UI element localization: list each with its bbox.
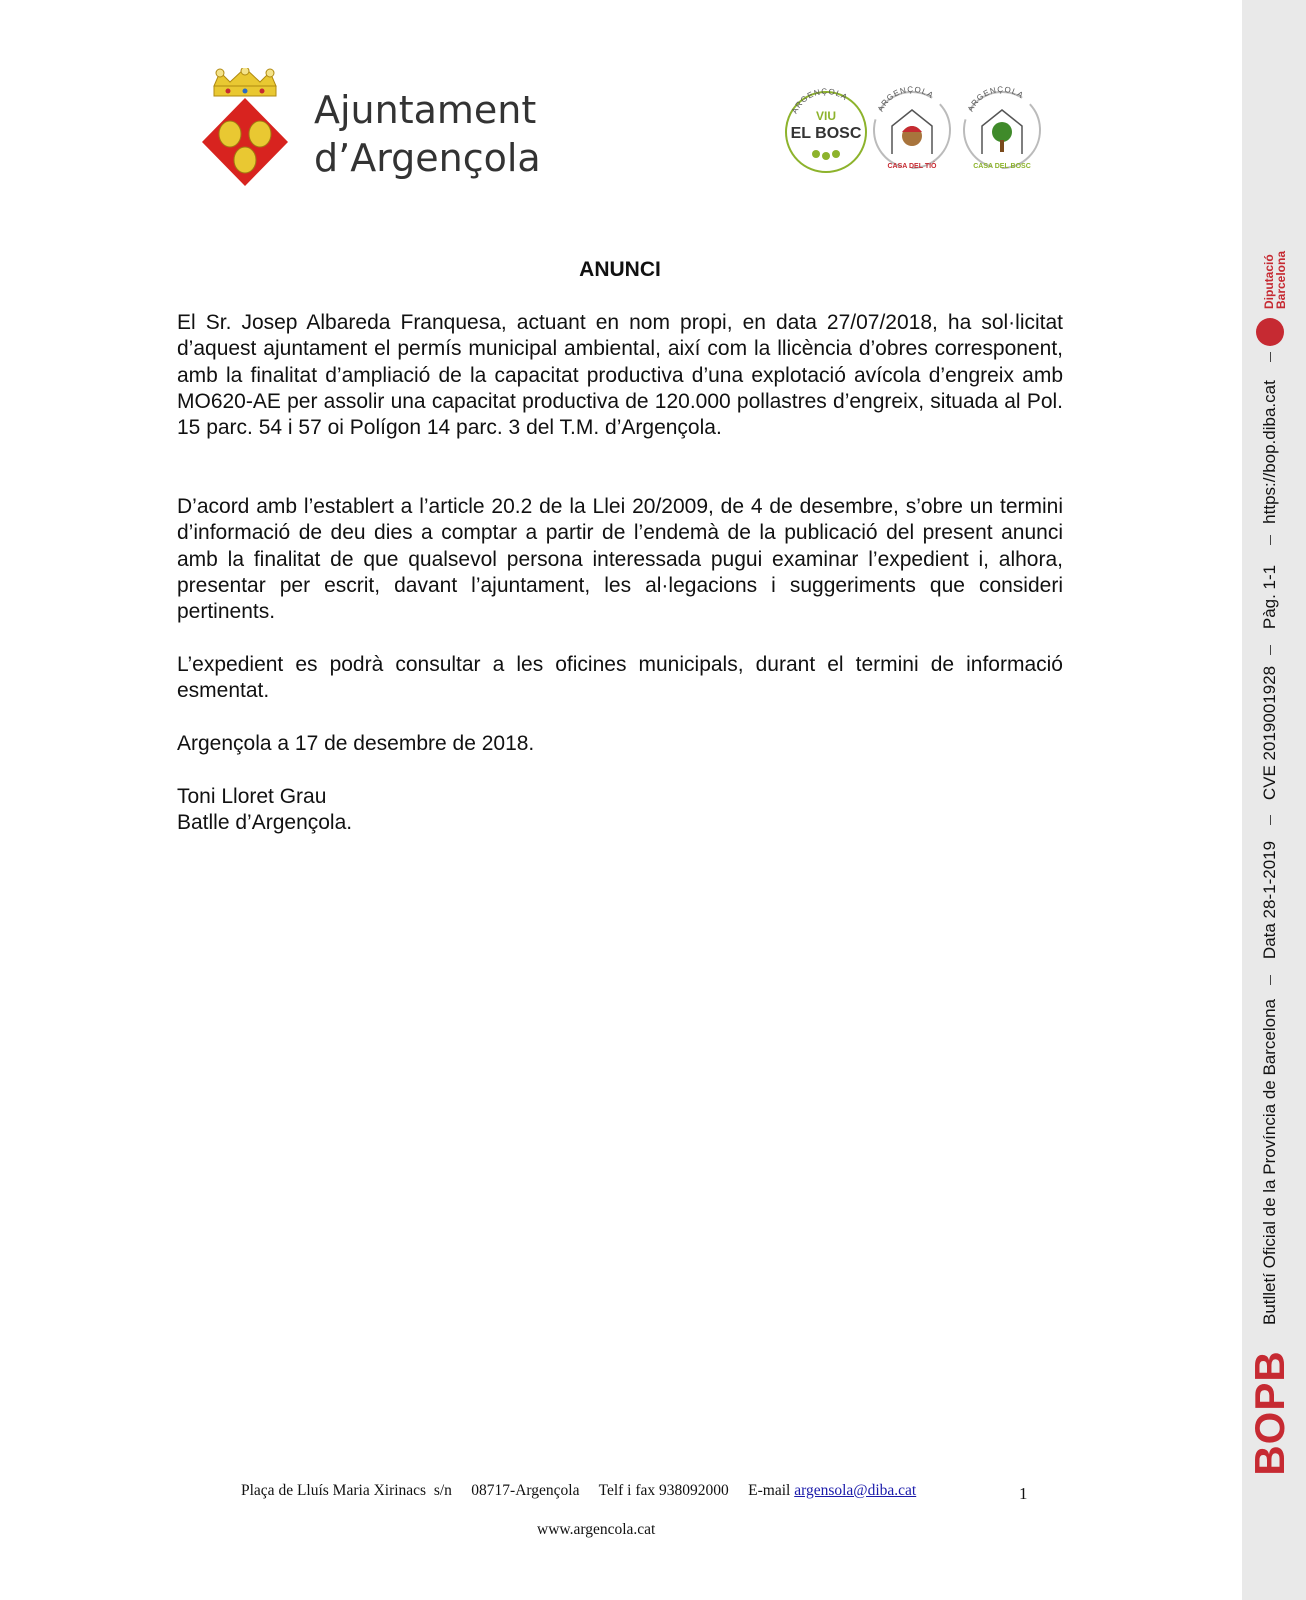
place-and-date: Argençola a 17 de desembre de 2018. — [177, 732, 535, 755]
footer-contact — [241, 1482, 916, 1500]
diputacio-logo-icon — [1256, 318, 1284, 346]
logo2-arc-text: ARGENÇOLA — [875, 84, 936, 114]
program-logos — [780, 84, 1070, 184]
diputacio-line2: Barcelona — [1274, 250, 1288, 310]
program-logos-icon — [780, 84, 1070, 184]
logo3-arc-text: ARGENÇOLA — [965, 84, 1026, 114]
sidebar-bulletin-name: Butlletí Oficial de la Província de Barcelona — [1260, 998, 1279, 1326]
sidebar-divider — [1270, 352, 1271, 362]
sidebar-divider — [1270, 975, 1271, 985]
svg-text:ARGENÇOLA — [966, 85, 1026, 113]
page-number: 1 — [1019, 1484, 1028, 1503]
footer-email-link[interactable]: argensola@diba.cat — [794, 1482, 917, 1499]
footer-address: Plaça de Lluís Maria Xirinacs s/n 08717-Argençola Telf i fax 938092000 E-mail — [241, 1482, 795, 1499]
sidebar-url[interactable]: https://bop.diba.cat — [1260, 380, 1279, 524]
casa-del-bosc-logo — [964, 85, 1040, 170]
sidebar-divider — [1270, 645, 1271, 655]
diputacio-label — [1263, 251, 1287, 309]
sidebar-divider — [1270, 815, 1271, 825]
sidebar-page: Pàg. 1-1 — [1260, 564, 1279, 630]
casa-del-tio-logo — [874, 85, 950, 170]
logo1-arc-text: ARGENÇOLA — [789, 86, 850, 116]
viu-el-bosc-logo — [786, 87, 866, 172]
brand-line-2: d’Argençola — [314, 136, 541, 180]
footer-website: www.argencola.cat — [537, 1521, 656, 1538]
logo1-line2: EL BOSC — [790, 125, 862, 142]
paragraph-information-period: D’acord amb l’establert a l’article 20.2 de la Llei 20/2009, de 4 de desembre, s’obre un termini d’informació de deu dies a comptar a partir de l’endemà de la publicació del present anunci amb la finalitat de que qualsevol persona interessada pugui examinar l’expedient i, alhora, presentar per escrit, davant l’ajuntament, les al·legacions i suggeriments que consideri pertinents. — [177, 495, 1063, 624]
signatory-name: Toni Lloret Grau — [177, 785, 327, 808]
logo2-caption: CASA DEL TIÓ — [887, 163, 937, 170]
municipality-name — [314, 86, 541, 182]
svg-text:ARGENÇOLA — [876, 85, 936, 113]
logo3-caption: CASA DEL BOSC — [973, 163, 1031, 170]
sidebar-date: Data 28-1-2019 — [1260, 840, 1279, 960]
diputacio-line1: Diputació — [1262, 254, 1276, 310]
signatory-title: Batlle d’Argençola. — [177, 811, 353, 834]
logo1-line1: VIU — [815, 109, 837, 123]
brand-line-1: Ajuntament — [314, 88, 537, 132]
bopb-logo: BOPB — [1246, 1350, 1293, 1476]
sidebar-divider — [1270, 535, 1271, 545]
sidebar-cve: CVE 2019001928 — [1260, 665, 1279, 801]
document-heading: ANUNCI — [579, 258, 661, 281]
coat-of-arms-icon — [200, 68, 320, 193]
paragraph-request: El Sr. Josep Albareda Franquesa, actuant en nom propi, en data 27/07/2018, ha sol·licitat d’aquest ajuntament el permís municipal ambiental, així com la llicència d’obres corresponent, amb la finalitat d’ampliació de la capacitat productiva d’una explotació avícola d’engreix amb MO620-AE per assolir una capacitat productiva de 120.000 pollastres d’engreix, situada al Pol. 15 parc. 54 i 57 oi Polígon 14 parc. 3 del T.M. d’Argençola. — [177, 311, 1063, 440]
paragraph-consultation: L’expedient es podrà consultar a les oficines municipals, durant el termini de informació esmentat. — [177, 653, 1063, 703]
